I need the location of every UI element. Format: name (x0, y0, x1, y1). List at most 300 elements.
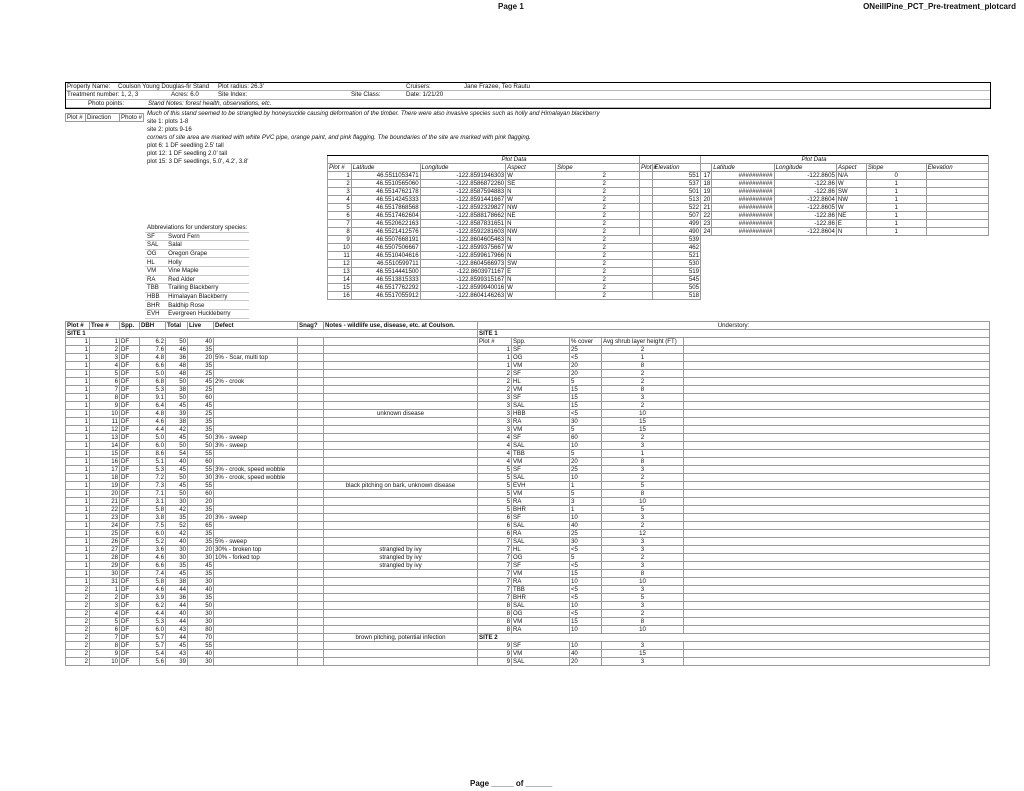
plot-data-cell: 1 (866, 204, 926, 212)
plot-data-cell (926, 204, 988, 212)
tree-cell: DF (120, 530, 140, 538)
tree-row (66, 466, 478, 474)
tree-cell (324, 418, 478, 426)
tree-cell: 38 (166, 418, 188, 426)
note-line: site 2: plots 9-16 (147, 126, 192, 133)
understory-cell: 9 (478, 642, 512, 650)
upper-section (65, 110, 989, 321)
tree-cell: 5.2 (140, 538, 166, 546)
plot-data-cell: 21 (640, 204, 712, 212)
plot-data-cell: W (836, 204, 866, 212)
plot-data-cell: 521 (653, 252, 701, 260)
tree-cell: 1 (66, 578, 90, 586)
tree-cell: 4.6 (140, 418, 166, 426)
tree-cell: 50 (166, 394, 188, 402)
tree-cell: 28 (90, 554, 120, 562)
understory-row (478, 554, 990, 562)
tree-cell (324, 386, 478, 394)
tree-row (66, 506, 478, 514)
plot-data-cell (926, 188, 988, 196)
understory-cell: 5 (570, 378, 602, 386)
tree-cell: 30 (188, 658, 214, 666)
tree-cell (324, 458, 478, 466)
tree-cell: 42 (166, 530, 188, 538)
tree-cell (324, 490, 478, 498)
tree-cell: strangled by ivy (324, 554, 478, 562)
understory-cell: <5 (570, 610, 602, 618)
tree-cell (298, 474, 324, 482)
plot-data-row (640, 220, 989, 228)
understory-row (478, 450, 990, 458)
understory-cell: 40 (570, 650, 602, 658)
tree-cell: 5% - sweep (214, 538, 298, 546)
tree-cell: 4.8 (140, 410, 166, 418)
plot-data-cell: 518 (653, 292, 701, 300)
tree-cell: 55 (188, 466, 214, 474)
understory-blank (684, 594, 990, 602)
plot-data-cell: 2 (556, 244, 653, 252)
tree-cell: 3% - crook, speed wobble (214, 466, 298, 474)
tree-cell (298, 618, 324, 626)
tree-cell: DF (120, 402, 140, 410)
tree-cell (298, 658, 324, 666)
understory-row (478, 546, 990, 554)
tree-cell: strangled by ivy (324, 546, 478, 554)
tree-cell: 6.0 (140, 442, 166, 450)
photo-col-photo: Photo # (121, 114, 143, 121)
understory-blank (684, 650, 990, 658)
plot-data-cell: 8 (328, 228, 352, 236)
acres: Acres: 6.0 (171, 91, 199, 99)
tree-cell: 40 (188, 338, 214, 346)
tree-cell (324, 378, 478, 386)
abbr-name: Evergreen Huckleberry (166, 309, 249, 318)
understory-cell: SAL (512, 402, 570, 410)
tree-cell: 60 (188, 458, 214, 466)
plot-data-cell: W (836, 180, 866, 188)
abbr-name: Red Alder (166, 275, 249, 284)
tree-cell (214, 450, 298, 458)
plot-data-row (640, 180, 989, 188)
understory-cell: 4 (478, 458, 512, 466)
understory-row (478, 506, 990, 514)
plot-data-cell: ########## (712, 188, 774, 196)
tree-cell: 42 (166, 426, 188, 434)
understory-blank (684, 442, 990, 450)
understory-blank (684, 626, 990, 634)
understory-cell: <5 (570, 586, 602, 594)
tree-cell (298, 650, 324, 658)
understory-cell: 25 (570, 466, 602, 474)
tree-cell: 4 (90, 610, 120, 618)
tree-col-header: Notes - wildlife use, disease, etc. at Coulson. (324, 322, 478, 330)
tree-cell: 45 (166, 466, 188, 474)
understory-cell: 3 (602, 562, 684, 570)
header-row-2 (66, 91, 990, 99)
tree-cell: 35 (166, 514, 188, 522)
understory-cell: 6 (478, 514, 512, 522)
abbreviation-row (145, 309, 249, 318)
understory-cell: VM (512, 570, 570, 578)
tree-cell: 48 (166, 362, 188, 370)
tree-cell (214, 578, 298, 586)
tree-cell: 8.6 (140, 450, 166, 458)
tree-cell: 50 (188, 442, 214, 450)
tree-cell: 50 (188, 602, 214, 610)
tree-cell: unknown disease (324, 410, 478, 418)
understory-cell: 3 (602, 514, 684, 522)
plot-data-cell: ########## (712, 212, 774, 220)
tree-row (66, 594, 478, 602)
tree-cell: 27 (90, 546, 120, 554)
tree-cell (324, 514, 478, 522)
tree-cell: 24 (90, 522, 120, 530)
abbreviations-title: Abbreviations for understory species: (147, 224, 248, 232)
understory-blank (684, 466, 990, 474)
understory-cell: 8 (602, 570, 684, 578)
abbreviation-row (145, 284, 249, 293)
understory-cell: 1 (570, 482, 602, 490)
plot-data-col-header: Elevation (926, 164, 988, 172)
tree-row (66, 618, 478, 626)
tree-cell (324, 498, 478, 506)
tree-cell: 1 (66, 354, 90, 362)
tree-cell (324, 426, 478, 434)
abbr-code: SF (145, 232, 166, 241)
tree-row (66, 658, 478, 666)
understory-row (478, 570, 990, 578)
tree-cell: 1 (66, 450, 90, 458)
tree-cell (298, 426, 324, 434)
understory-cell: SF (512, 434, 570, 442)
understory-cell: SAL (512, 538, 570, 546)
tree-cell: 36 (166, 354, 188, 362)
understory-col-header: % cover (570, 338, 602, 346)
understory-cell: 10 (570, 626, 602, 634)
understory-cell: 1 (602, 354, 684, 362)
understory-cell: 1 (478, 362, 512, 370)
understory-cell: 3 (602, 538, 684, 546)
tree-cell (214, 338, 298, 346)
tree-cell (324, 594, 478, 602)
understory-cell: 2 (602, 434, 684, 442)
understory-blank (684, 586, 990, 594)
tree-cell: 35 (188, 506, 214, 514)
tree-cell: 50 (166, 474, 188, 482)
understory-cell: TBB (512, 586, 570, 594)
understory-cell: 9 (478, 658, 512, 666)
tree-cell: 7.6 (140, 346, 166, 354)
understory-cell: SAL (512, 602, 570, 610)
tree-cell: 5.3 (140, 618, 166, 626)
understory-cell: 15 (570, 386, 602, 394)
tree-cell (298, 562, 324, 570)
understory-cell: 10 (570, 474, 602, 482)
understory-cell: VM (512, 386, 570, 394)
tree-cell: 30 (188, 554, 214, 562)
tree-cell: DF (120, 506, 140, 514)
tree-cell: 1 (66, 394, 90, 402)
plot-data-cell: 2 (556, 268, 653, 276)
plot-data-row (328, 292, 701, 300)
understory-blank (684, 514, 990, 522)
tree-cell: 35 (188, 426, 214, 434)
tree-cell: DF (120, 594, 140, 602)
understory-cell: 25 (570, 530, 602, 538)
tree-cell: 65 (188, 522, 214, 530)
plot-data-cell: W (506, 292, 556, 300)
abbr-name: Trailing Blackberry (166, 284, 249, 293)
tree-cell: 30 (188, 578, 214, 586)
tree-cell: DF (120, 370, 140, 378)
plot-data-cell: 507 (653, 212, 701, 220)
tree-cell: 5.7 (140, 634, 166, 642)
tree-row (66, 610, 478, 618)
tree-cell (214, 426, 298, 434)
tree-cell (298, 362, 324, 370)
understory-cell: 8 (602, 618, 684, 626)
plot-data-cell: 46.5521412576 (351, 228, 420, 236)
understory-cell: 7 (478, 562, 512, 570)
tree-cell (324, 522, 478, 530)
plot-data-cell: -122.8604146263 (420, 292, 506, 300)
understory-blank (684, 410, 990, 418)
cruisers-label: Cruisers: (406, 83, 431, 90)
tree-cell: 2 (66, 594, 90, 602)
tree-row (66, 338, 478, 346)
plot-data-cell: 2 (556, 260, 653, 268)
plot-data-row (640, 172, 989, 180)
understory-cell: 1 (570, 506, 602, 514)
understory-cell: 8 (602, 386, 684, 394)
understory-cell: 3 (570, 498, 602, 506)
understory-cell: 5 (570, 426, 602, 434)
understory-cell: 7 (478, 538, 512, 546)
understory-col-header: Plot # (478, 338, 512, 346)
tree-cell: 38 (166, 386, 188, 394)
tree-cell: 30 (90, 570, 120, 578)
tree-cell (324, 570, 478, 578)
tree-cell: 23 (90, 514, 120, 522)
tree-cell (214, 506, 298, 514)
tree-cell (214, 386, 298, 394)
tree-cell (324, 658, 478, 666)
understory-cell: 15 (570, 570, 602, 578)
plot-data-cell: -122.8599315167 (420, 276, 506, 284)
plot-data-cell: -122.8599375667 (420, 244, 506, 252)
tree-cell (214, 570, 298, 578)
tree-cell (298, 530, 324, 538)
plot-data-cell: 46.5517762292 (351, 284, 420, 292)
understory-cell: 1 (478, 354, 512, 362)
plot-data-cell: 539 (653, 236, 701, 244)
tree-cell: 1 (66, 490, 90, 498)
tree-cell (298, 522, 324, 530)
understory-cell: 10 (570, 642, 602, 650)
plot-data-cell: 551 (653, 172, 701, 180)
photo-points-table (65, 113, 144, 122)
header-row-3 (66, 100, 990, 108)
tree-row (66, 402, 478, 410)
plot-data-cell (926, 172, 988, 180)
understory-cell: 6 (478, 522, 512, 530)
plot-data-cell: 3 (328, 188, 352, 196)
tree-col-header: Defect (214, 322, 298, 330)
tree-cell: 4.4 (140, 426, 166, 434)
understory-cell: 5 (478, 506, 512, 514)
plot-data-row (640, 188, 989, 196)
understory-cell: 2 (602, 370, 684, 378)
tree-cell (214, 658, 298, 666)
tree-cell: 6.0 (140, 530, 166, 538)
abbreviation-row (145, 241, 249, 250)
understory-cell: SAL (512, 522, 570, 530)
plot-data-cell: 0 (866, 172, 926, 180)
tree-cell (298, 450, 324, 458)
understory-col-header: Avg shrub layer height (FT) (602, 338, 684, 346)
plot-data-cell: 46.5514245333 (351, 196, 420, 204)
plot-data-cell: 15 (328, 284, 352, 292)
tree-cell (214, 522, 298, 530)
tree-cell: 13 (90, 434, 120, 442)
tree-cell: 35 (188, 346, 214, 354)
understory-blank (684, 538, 990, 546)
tree-cell (298, 610, 324, 618)
understory-cell: 10 (570, 514, 602, 522)
understory-blank (684, 474, 990, 482)
understory-row (478, 346, 990, 354)
understory-blank (684, 506, 990, 514)
understory-cell: RA (512, 530, 570, 538)
plot-data-cell: -122.8591441667 (420, 196, 506, 204)
understory-cell: TBB (512, 450, 570, 458)
plot-data-cell: -122.8605 (774, 204, 836, 212)
tree-cell: 43 (166, 626, 188, 634)
understory-blank (684, 546, 990, 554)
tree-cell: 7.5 (140, 522, 166, 530)
plot-data-cell: 522 (653, 204, 701, 212)
understory-cell: 25 (570, 346, 602, 354)
understory-blank (684, 578, 990, 586)
tree-cell: DF (120, 634, 140, 642)
understory-blank (684, 418, 990, 426)
tree-cell (214, 530, 298, 538)
tree-cell: DF (120, 626, 140, 634)
abbreviation-row (145, 232, 249, 241)
plot-data-cell: 19 (640, 188, 712, 196)
understory-blank (684, 562, 990, 570)
understory-blank (684, 530, 990, 538)
understory-blank (684, 378, 990, 386)
plot-data-cell: W (506, 172, 556, 180)
tree-row (66, 586, 478, 594)
tree-cell: 45 (166, 482, 188, 490)
tree-cell: DF (120, 466, 140, 474)
abbreviation-row (145, 258, 249, 267)
understory-cell: 8 (478, 618, 512, 626)
plot-data-cell: ########## (712, 180, 774, 188)
understory-cell: 15 (602, 426, 684, 434)
tree-cell: black pitching on bark, unknown disease (324, 482, 478, 490)
tree-cell: 2 (66, 586, 90, 594)
tree-cell: 52 (166, 522, 188, 530)
abbreviation-row (145, 249, 249, 258)
tree-cell: 5.3 (140, 386, 166, 394)
tree-cell: 45 (188, 562, 214, 570)
tree-row (66, 650, 478, 658)
plot-data-col-header: Aspect (836, 164, 866, 172)
plot-data-cell: 2 (556, 204, 653, 212)
understory-row (478, 642, 990, 650)
tree-cell: 1 (66, 554, 90, 562)
plot-data-cell: 513 (653, 196, 701, 204)
tree-cell: DF (120, 570, 140, 578)
understory-blank (684, 610, 990, 618)
tree-col-header: Live (188, 322, 214, 330)
tree-cell (324, 578, 478, 586)
plot-data-row (640, 204, 989, 212)
understory-blank (684, 450, 990, 458)
understory-blank (684, 498, 990, 506)
tree-cell (324, 346, 478, 354)
property-value: Coulson Young Douglas-fir Stand (118, 83, 210, 90)
tree-cell: 3 (90, 602, 120, 610)
tree-cell: 50 (166, 490, 188, 498)
plot-data-row (640, 196, 989, 204)
tree-cell: DF (120, 650, 140, 658)
understory-cell: 30 (570, 418, 602, 426)
tree-cell (298, 538, 324, 546)
understory-blank (684, 490, 990, 498)
understory-cell: 3 (602, 442, 684, 450)
plot-data-row (328, 260, 701, 268)
tree-cell: 54 (166, 450, 188, 458)
tree-cell (298, 498, 324, 506)
plot-data-cell: N (506, 252, 556, 260)
plot-data-cell: -122.86 (774, 220, 836, 228)
plot-data-title-2: Plot Data (640, 156, 989, 164)
tree-cell: 2% - crook (214, 378, 298, 386)
plot-data-cell: NW (506, 228, 556, 236)
photo-col-direction: Direction (86, 114, 120, 122)
tree-cell (214, 410, 298, 418)
understory-cell: 10 (602, 626, 684, 634)
understory-cell: 3 (602, 586, 684, 594)
plot-data-cell: 46.5514441500 (351, 268, 420, 276)
plot-data-cell: 2 (328, 180, 352, 188)
understory-cell: 7 (478, 546, 512, 554)
understory-blank (684, 402, 990, 410)
tree-cell: DF (120, 498, 140, 506)
tree-row (66, 362, 478, 370)
understory-cell: 10 (602, 578, 684, 586)
plot-data-cell: SW (836, 188, 866, 196)
tree-cell: DF (120, 338, 140, 346)
understory-cell: 40 (570, 522, 602, 530)
tree-cell: 19 (90, 482, 120, 490)
tree-cell (324, 434, 478, 442)
abbr-code: BHR (145, 301, 166, 310)
understory-cell: 2 (602, 474, 684, 482)
understory-cell: 4 (478, 442, 512, 450)
understory-cell: 2 (478, 386, 512, 394)
plot-data-cell: SW (506, 260, 556, 268)
abbr-code: TBB (145, 284, 166, 293)
understory-row (478, 594, 990, 602)
understory-cell: 3 (478, 426, 512, 434)
plot-data-cell: 23 (640, 220, 712, 228)
tree-cell (324, 442, 478, 450)
